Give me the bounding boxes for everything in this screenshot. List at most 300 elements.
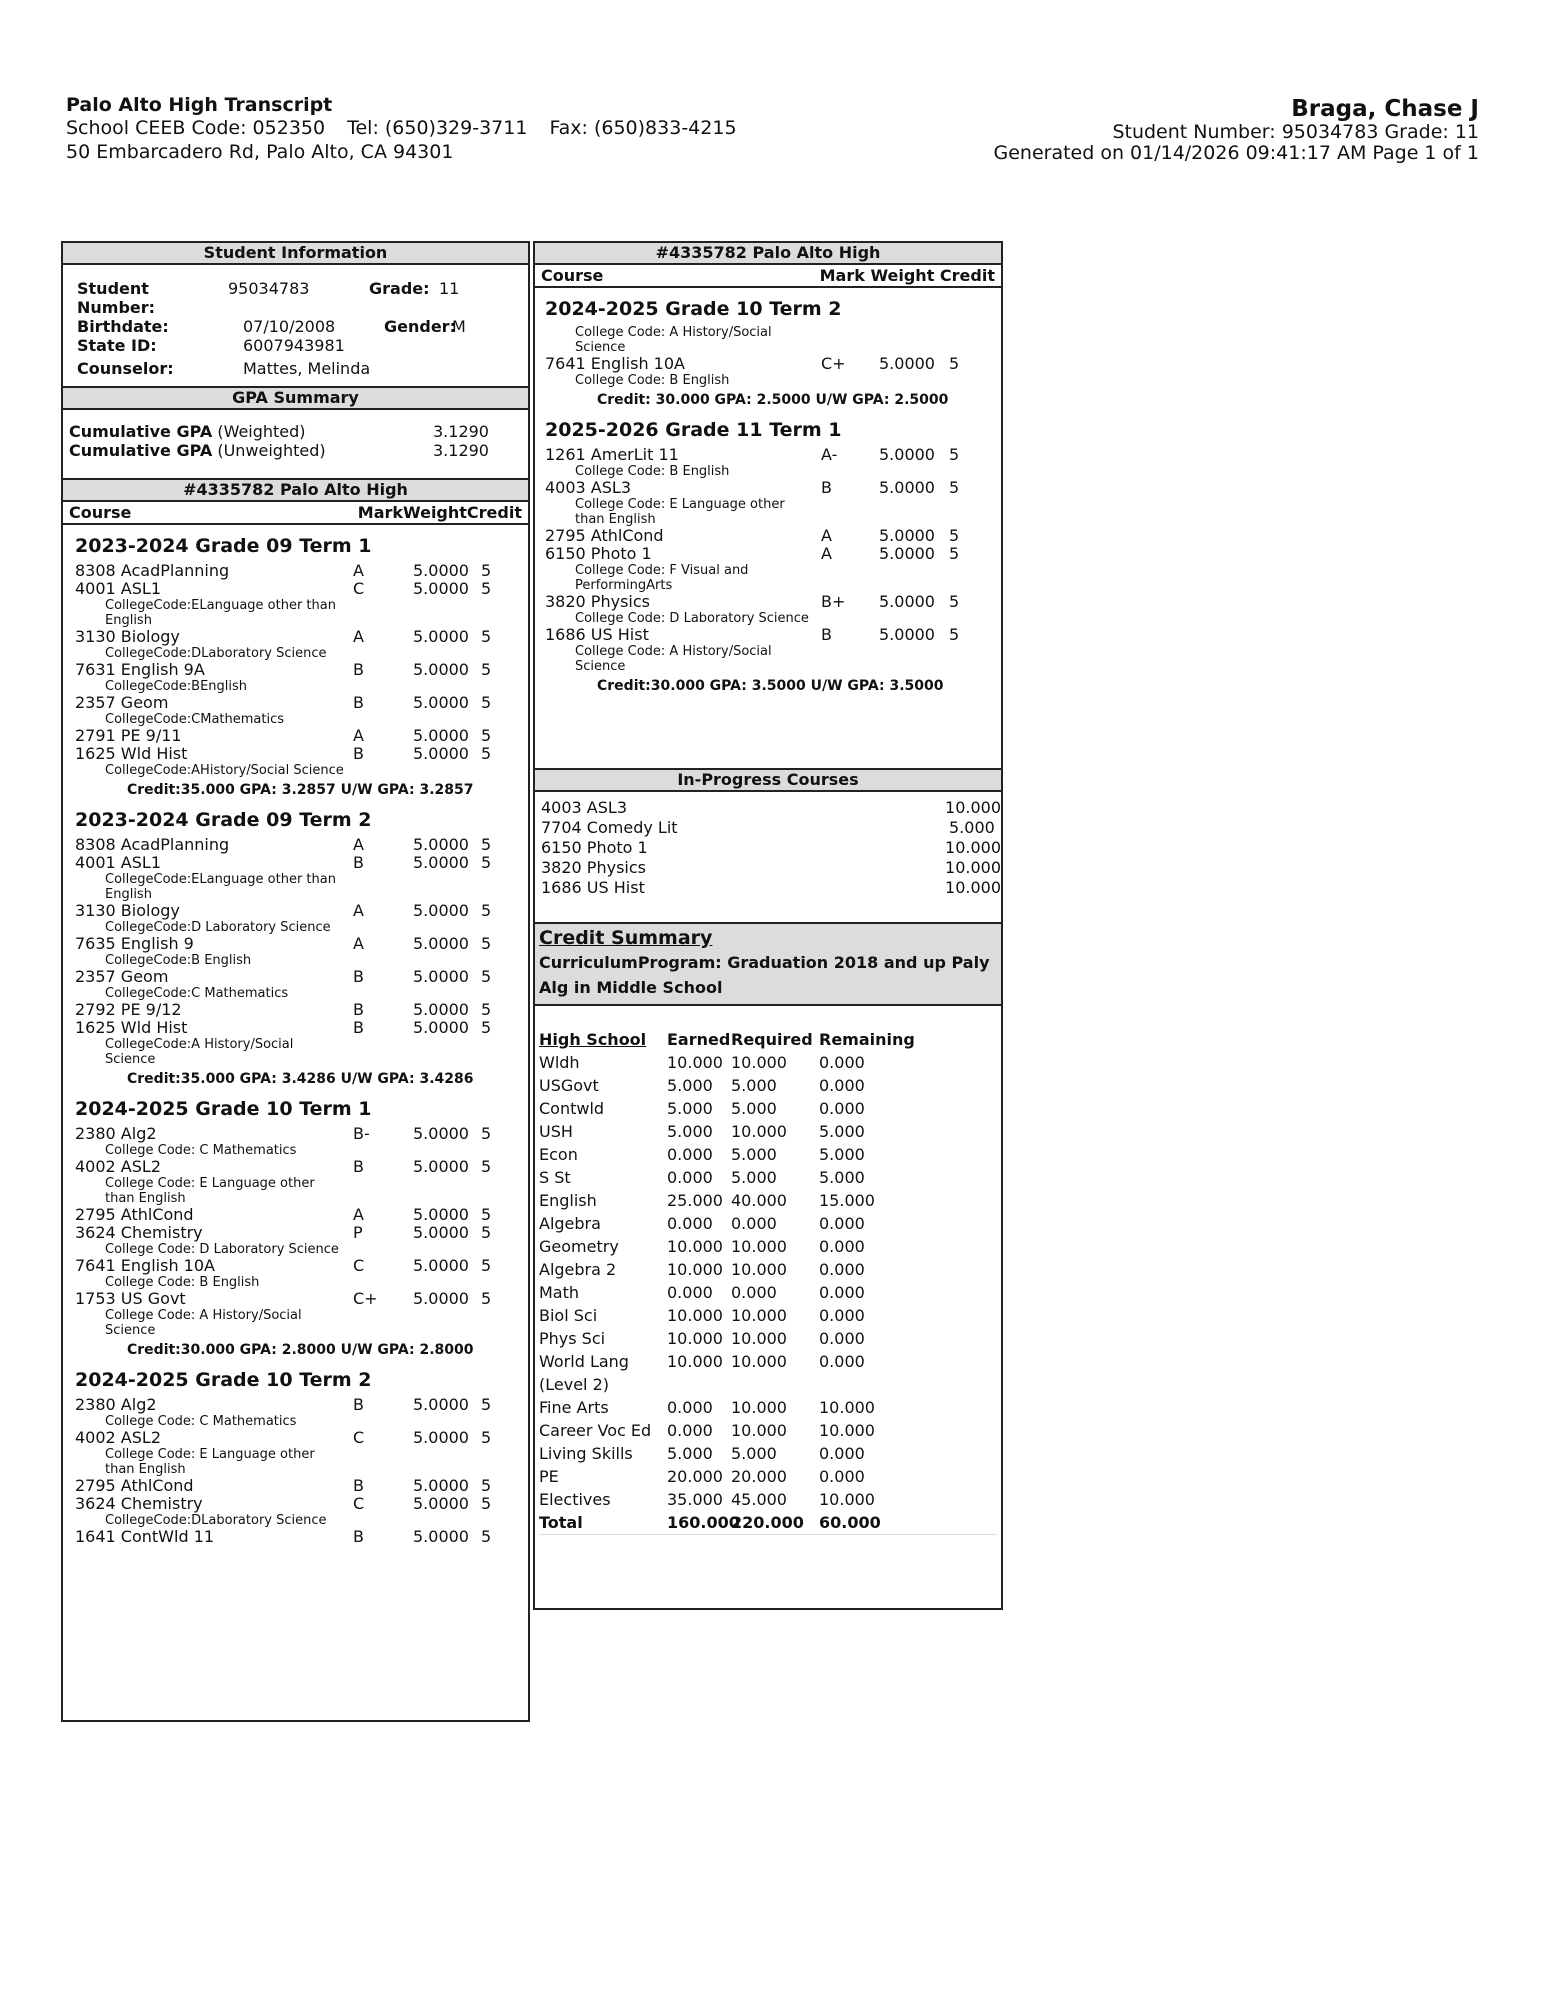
course-row <box>545 593 991 611</box>
credit-remaining: 15.000 <box>819 1191 875 1210</box>
college-code: CollegeCode:A History/Social Science <box>105 1037 294 1067</box>
course-mark: B <box>353 853 364 872</box>
course-weight: 5.0000 <box>413 967 469 986</box>
course-row <box>75 1001 516 1019</box>
course-weight: 5.0000 <box>413 934 469 953</box>
course-name: 1641 ContWld 11 <box>75 1527 215 1546</box>
course-mark: A <box>353 1205 364 1224</box>
course-row <box>75 580 516 598</box>
course-mark: C <box>353 579 365 598</box>
credit-area: Wldh <box>539 1053 580 1072</box>
course-credit: 5 <box>481 967 492 986</box>
course-credit: 5 <box>481 835 492 854</box>
in-progress-credit: 10.000 <box>945 878 1001 897</box>
course-name: 2357 Geom <box>75 967 169 986</box>
course-mark: B <box>353 1000 364 1019</box>
credit-required: 10.000 <box>731 1260 787 1279</box>
credit-earned: 0.000 <box>667 1168 713 1187</box>
credit-area: Geometry <box>539 1237 619 1256</box>
course-credit: 5 <box>481 693 492 712</box>
credit-summary-row <box>539 1304 997 1327</box>
course-weight: 5.0000 <box>413 726 469 745</box>
in-progress-row <box>541 838 1001 858</box>
credit-earned: 10.000 <box>667 1237 723 1256</box>
gpa-summary <box>63 410 528 478</box>
course-weight: 5.0000 <box>879 445 935 464</box>
course-mark: B <box>821 478 832 497</box>
col-mark: Mark <box>357 503 404 522</box>
credit-earned: 5.000 <box>667 1122 713 1141</box>
credit-area: Math <box>539 1283 580 1302</box>
course-row <box>75 1257 516 1275</box>
course-weight: 5.0000 <box>413 1124 469 1143</box>
credit-area: Total <box>539 1513 583 1532</box>
credit-area: English <box>539 1191 597 1210</box>
in-progress-row <box>541 878 1001 898</box>
in-progress-credit: 10.000 <box>945 838 1001 857</box>
student-info-title: Student Information <box>63 243 528 265</box>
credit-remaining: 5.000 <box>819 1168 865 1187</box>
credit-required: 5.000 <box>731 1099 777 1118</box>
gpa-summary-title: GPA Summary <box>63 386 528 410</box>
course-weight: 5.0000 <box>413 901 469 920</box>
credit-required: 5.000 <box>731 1444 777 1463</box>
course-weight: 5.0000 <box>879 478 935 497</box>
credit-remaining: 0.000 <box>819 1076 865 1095</box>
course-weight: 5.0000 <box>413 627 469 646</box>
course-credit: 5 <box>481 853 492 872</box>
course-weight: 5.0000 <box>413 744 469 763</box>
course-weight: 5.0000 <box>413 835 469 854</box>
credit-summary-col-header: High School <box>539 1030 647 1049</box>
credit-earned: 10.000 <box>667 1352 723 1371</box>
course-mark: A <box>353 627 364 646</box>
credit-earned: 0.000 <box>667 1398 713 1417</box>
credit-remaining: 0.000 <box>819 1283 865 1302</box>
course-weight: 5.0000 <box>879 544 935 563</box>
credit-area: Algebra 2 <box>539 1260 617 1279</box>
credit-area: Algebra <box>539 1214 601 1233</box>
course-row <box>75 902 516 920</box>
school-header <box>66 94 759 164</box>
credit-required: 10.000 <box>731 1352 787 1371</box>
term-title: 2024-2025 Grade 10 Term 2 <box>545 298 842 320</box>
birthdate-label: Birthdate: <box>77 317 169 336</box>
credit-required: 40.000 <box>731 1191 787 1210</box>
in-progress-list <box>535 792 1001 922</box>
credit-earned: 160.000 <box>667 1513 740 1532</box>
credit-earned: 10.000 <box>667 1306 723 1325</box>
course-credit: 5 <box>949 592 960 611</box>
credit-area: Contwld <box>539 1099 605 1118</box>
course-row <box>75 968 516 986</box>
course-credit: 5 <box>481 1494 492 1513</box>
term-title: 2025-2026 Grade 11 Term 1 <box>545 419 842 441</box>
course-name: 2380 Alg2 <box>75 1395 157 1414</box>
right-terms <box>535 298 1001 768</box>
course-weight: 5.0000 <box>413 579 469 598</box>
course-mark: C <box>353 1494 365 1513</box>
course-name: 6150 Photo 1 <box>545 544 652 563</box>
weighted-gpa-label: Cumulative GPA <box>69 422 213 441</box>
course-mark: B <box>353 693 364 712</box>
course-name: 2791 PE 9/11 <box>75 726 182 745</box>
credit-remaining: 0.000 <box>819 1444 865 1463</box>
course-name: 7641 English 10A <box>75 1256 215 1275</box>
left-column <box>61 241 530 1722</box>
course-row <box>75 1158 516 1176</box>
credit-remaining: 0.000 <box>819 1260 865 1279</box>
in-progress-row <box>541 798 1001 818</box>
credit-required: 0.000 <box>731 1214 777 1233</box>
course-mark: C+ <box>353 1289 378 1308</box>
in-progress-credit: 10.000 <box>945 858 1001 877</box>
term-title: 2024-2025 Grade 10 Term 2 <box>75 1369 372 1391</box>
course-weight: 5.0000 <box>413 1289 469 1308</box>
credit-summary-row <box>539 1051 997 1074</box>
counselor-label: Counselor: <box>77 359 174 378</box>
course-row <box>75 1495 516 1513</box>
course-credit: 5 <box>481 1527 492 1546</box>
course-row <box>545 545 991 563</box>
course-credit: 5 <box>481 1289 492 1308</box>
course-name: 2792 PE 9/12 <box>75 1000 182 1019</box>
course-weight: 5.0000 <box>413 853 469 872</box>
credit-summary-row <box>539 1074 997 1097</box>
counselor-value: Mattes, Melinda <box>243 359 371 378</box>
course-name: 3624 Chemistry <box>75 1223 203 1242</box>
right-school-title: #4335782 Palo Alto High <box>535 243 1001 265</box>
course-mark: B <box>821 625 832 644</box>
credit-area: USGovt <box>539 1076 599 1095</box>
credit-required: 45.000 <box>731 1490 787 1509</box>
course-name: 1686 US Hist <box>545 625 649 644</box>
credit-earned: 35.000 <box>667 1490 723 1509</box>
credit-summary-header-row <box>539 1028 997 1051</box>
credit-remaining: 0.000 <box>819 1099 865 1118</box>
course-mark: A <box>821 526 832 545</box>
course-credit: 5 <box>481 1428 492 1447</box>
college-code: CollegeCode:ELanguage other than English <box>105 598 336 628</box>
college-code: College Code: B English <box>575 464 730 479</box>
course-weight: 5.0000 <box>413 1428 469 1447</box>
course-credit: 5 <box>481 934 492 953</box>
college-code: CollegeCode:B English <box>105 953 252 968</box>
credit-remaining: 10.000 <box>819 1490 875 1509</box>
in-progress-row <box>541 858 1001 878</box>
credit-required: 10.000 <box>731 1306 787 1325</box>
in-progress-course: 6150 Photo 1 <box>541 838 648 857</box>
course-name: 3130 Biology <box>75 901 180 920</box>
credit-remaining: 10.000 <box>819 1421 875 1440</box>
course-mark: P <box>353 1223 363 1242</box>
course-name: 7631 English 9A <box>75 660 205 679</box>
left-school-title: #4335782 Palo Alto High <box>63 478 528 502</box>
course-weight: 5.0000 <box>413 1000 469 1019</box>
credit-summary-row <box>539 1442 997 1465</box>
credit-required: 5.000 <box>731 1168 777 1187</box>
course-credit: 5 <box>481 1476 492 1495</box>
course-mark: C <box>353 1428 365 1447</box>
credit-remaining: 0.000 <box>819 1467 865 1486</box>
right-column <box>533 241 1003 1610</box>
term-title: 2024-2025 Grade 10 Term 1 <box>75 1098 372 1120</box>
course-weight: 5.0000 <box>413 1018 469 1037</box>
course-weight: 5.0000 <box>413 1223 469 1242</box>
course-row <box>75 1019 516 1037</box>
term-title: 2023-2024 Grade 09 Term 1 <box>75 535 372 557</box>
course-name: 3130 Biology <box>75 627 180 646</box>
course-mark: C+ <box>821 354 846 373</box>
course-mark: A <box>353 835 364 854</box>
credit-area: Electives <box>539 1490 611 1509</box>
unweighted-gpa-suffix: (Unweighted) <box>212 441 326 460</box>
course-row <box>75 1224 516 1242</box>
credit-earned: 10.000 <box>667 1053 723 1072</box>
college-code: College Code: D Laboratory Science <box>105 1242 339 1257</box>
course-row <box>75 661 516 679</box>
course-mark: B <box>353 744 364 763</box>
college-code: College Code: A History/Social Science <box>575 644 772 674</box>
course-row <box>75 694 516 712</box>
course-row <box>545 479 991 497</box>
college-code: CollegeCode:BEnglish <box>105 679 248 694</box>
credit-required: 10.000 <box>731 1122 787 1141</box>
credit-remaining: 0.000 <box>819 1352 865 1371</box>
course-credit: 5 <box>481 561 492 580</box>
in-progress-title: In-Progress Courses <box>535 768 1001 792</box>
course-name: 1261 AmerLit 11 <box>545 445 679 464</box>
credit-area: Living Skills <box>539 1444 633 1463</box>
course-credit: 5 <box>481 1205 492 1224</box>
credit-required: 10.000 <box>731 1053 787 1072</box>
course-name: 4001 ASL1 <box>75 579 161 598</box>
course-row <box>75 1429 516 1447</box>
credit-remaining: 0.000 <box>819 1306 865 1325</box>
in-progress-course: 7704 Comedy Lit <box>541 818 678 837</box>
credit-summary-row <box>539 1281 997 1304</box>
course-row <box>75 727 516 745</box>
course-name: 1753 US Govt <box>75 1289 186 1308</box>
course-mark: A <box>821 544 832 563</box>
course-weight: 5.0000 <box>413 561 469 580</box>
school-address: 50 Embarcadero Rd, Palo Alto, CA 94301 <box>66 141 454 163</box>
course-row <box>75 1206 516 1224</box>
credit-remaining: 5.000 <box>819 1122 865 1141</box>
course-name: 1625 Wld Hist <box>75 1018 188 1037</box>
course-mark: A <box>353 901 364 920</box>
credit-summary-col-header: Remaining <box>819 1030 915 1049</box>
credit-required: 10.000 <box>731 1398 787 1417</box>
weighted-gpa-value: 3.1290 <box>433 422 489 441</box>
left-terms <box>63 535 528 1546</box>
college-code: College Code: A History/Social Science <box>575 325 772 355</box>
college-code: CollegeCode:C Mathematics <box>105 986 289 1001</box>
course-mark: B <box>353 967 364 986</box>
credit-summary-total-row <box>539 1511 997 1535</box>
college-code: College Code: E Language other than English <box>105 1176 315 1206</box>
course-name: 7641 English 10A <box>545 354 685 373</box>
credit-required: 220.000 <box>731 1513 804 1532</box>
college-code: CollegeCode:DLaboratory Science <box>105 646 327 661</box>
course-weight: 5.0000 <box>879 592 935 611</box>
student-number-line: Student Number: 95034783 Grade: 11 <box>1112 121 1479 143</box>
right-column-header <box>535 265 1001 288</box>
credit-summary-row <box>539 1097 997 1120</box>
credit-remaining: 0.000 <box>819 1237 865 1256</box>
course-row <box>75 562 516 580</box>
course-weight: 5.0000 <box>413 1395 469 1414</box>
course-row <box>545 355 991 373</box>
in-progress-course: 3820 Physics <box>541 858 646 877</box>
course-weight: 5.0000 <box>413 660 469 679</box>
course-credit: 5 <box>481 1157 492 1176</box>
gender-label: Gender: <box>384 317 456 336</box>
course-credit: 5 <box>949 625 960 644</box>
state-id-value: 6007943981 <box>243 336 345 355</box>
credit-required: 10.000 <box>731 1421 787 1440</box>
course-row <box>545 446 991 464</box>
course-weight: 5.0000 <box>879 526 935 545</box>
credit-summary-row <box>539 1488 997 1511</box>
credit-remaining: 0.000 <box>819 1329 865 1348</box>
col-credit: Credit <box>466 503 522 522</box>
credit-summary-row <box>539 1465 997 1488</box>
birthdate-value: 07/10/2008 <box>243 317 336 336</box>
credit-summary-header <box>535 922 1001 1006</box>
credit-earned: 0.000 <box>667 1214 713 1233</box>
credit-summary-row <box>539 1350 997 1396</box>
course-name: 4003 ASL3 <box>545 478 631 497</box>
course-row <box>75 1477 516 1495</box>
course-credit: 5 <box>481 1124 492 1143</box>
term-total: Credit: 30.000 GPA: 2.5000 U/W GPA: 2.5000 <box>597 392 949 408</box>
credit-earned: 0.000 <box>667 1283 713 1302</box>
course-mark: A- <box>821 445 838 464</box>
course-credit: 5 <box>481 1223 492 1242</box>
credit-summary-col-header: Earned <box>667 1030 731 1049</box>
credit-required: 5.000 <box>731 1076 777 1095</box>
credit-earned: 5.000 <box>667 1444 713 1463</box>
course-mark: B <box>353 1527 364 1546</box>
credit-summary-row <box>539 1396 997 1419</box>
course-weight: 5.0000 <box>879 354 935 373</box>
course-credit: 5 <box>481 1018 492 1037</box>
course-row <box>75 1125 516 1143</box>
term-total: Credit:30.000 GPA: 3.5000 U/W GPA: 3.5000 <box>597 678 944 694</box>
col-course: Course <box>69 503 132 522</box>
col-weight: Weight <box>870 266 935 285</box>
credit-summary-row <box>539 1143 997 1166</box>
course-weight: 5.0000 <box>413 1157 469 1176</box>
student-header <box>993 96 1479 164</box>
col-credit: Credit <box>939 266 995 285</box>
weighted-gpa-suffix: (Weighted) <box>212 422 306 441</box>
in-progress-credit: 5.000 <box>949 818 995 837</box>
credit-remaining: 0.000 <box>819 1053 865 1072</box>
student-number-value: 95034783 <box>228 279 310 298</box>
credit-area: S St <box>539 1168 571 1187</box>
course-name: 3624 Chemistry <box>75 1494 203 1513</box>
school-fax: Fax: (650)833-4215 <box>549 117 737 139</box>
course-credit: 5 <box>481 1395 492 1414</box>
credit-area: World Lang (Level 2) <box>539 1352 629 1394</box>
credit-remaining: 10.000 <box>819 1398 875 1417</box>
credit-earned: 0.000 <box>667 1421 713 1440</box>
gender-value: M <box>452 317 466 336</box>
student-info <box>63 265 528 386</box>
credit-earned: 5.000 <box>667 1076 713 1095</box>
curriculum-program: CurriculumProgram: Graduation 2018 and up Paly Alg in Middle School <box>539 953 990 997</box>
credit-required: 10.000 <box>731 1237 787 1256</box>
col-mark: Mark <box>819 266 865 285</box>
in-progress-row <box>541 818 1001 838</box>
credit-area: Career Voc Ed <box>539 1421 652 1440</box>
course-mark: B <box>353 660 364 679</box>
credit-area: PE <box>539 1467 559 1486</box>
course-name: 2380 Alg2 <box>75 1124 157 1143</box>
course-mark: B- <box>353 1124 370 1143</box>
course-mark: B <box>353 1476 364 1495</box>
course-weight: 5.0000 <box>413 1494 469 1513</box>
credit-required: 10.000 <box>731 1329 787 1348</box>
course-name: 8308 AcadPlanning <box>75 835 230 854</box>
course-weight: 5.0000 <box>413 693 469 712</box>
course-weight: 5.0000 <box>413 1527 469 1546</box>
school-name: Palo Alto High Transcript <box>66 94 333 116</box>
course-weight: 5.0000 <box>413 1476 469 1495</box>
credit-required: 5.000 <box>731 1145 777 1164</box>
course-row <box>545 527 991 545</box>
course-weight: 5.0000 <box>879 625 935 644</box>
course-name: 4002 ASL2 <box>75 1428 161 1447</box>
col-course: Course <box>541 266 604 285</box>
college-code: College Code: A History/Social Science <box>105 1308 302 1338</box>
course-name: 7635 English 9 <box>75 934 194 953</box>
college-code: CollegeCode:DLaboratory Science <box>105 1513 327 1528</box>
course-mark: B <box>353 1018 364 1037</box>
credit-earned: 10.000 <box>667 1329 723 1348</box>
course-credit: 5 <box>481 726 492 745</box>
college-code: College Code: F Visual and PerformingArts <box>575 563 749 593</box>
in-progress-course: 4003 ASL3 <box>541 798 627 817</box>
credit-remaining: 5.000 <box>819 1145 865 1164</box>
credit-summary-row <box>539 1212 997 1235</box>
course-mark: A <box>353 726 364 745</box>
course-mark: A <box>353 561 364 580</box>
course-credit: 5 <box>481 1256 492 1275</box>
course-row <box>75 1290 516 1308</box>
course-row <box>75 1396 516 1414</box>
credit-summary-row <box>539 1258 997 1281</box>
term-title: 2023-2024 Grade 09 Term 2 <box>75 809 372 831</box>
college-code: College Code: C Mathematics <box>105 1414 297 1429</box>
school-contact <box>66 116 759 140</box>
college-code: CollegeCode:D Laboratory Science <box>105 920 331 935</box>
left-column-header <box>63 502 528 525</box>
course-name: 8308 AcadPlanning <box>75 561 230 580</box>
credit-area: Biol Sci <box>539 1306 598 1325</box>
credit-earned: 0.000 <box>667 1145 713 1164</box>
course-row <box>75 854 516 872</box>
college-code: CollegeCode:AHistory/Social Science <box>105 763 344 778</box>
course-credit: 5 <box>481 660 492 679</box>
course-credit: 5 <box>949 544 960 563</box>
generated-line: Generated on 01/14/2026 09:41:17 AM Page 1 of 1 <box>993 142 1479 164</box>
course-row <box>75 836 516 854</box>
credit-summary-row <box>539 1327 997 1350</box>
college-code: College Code: E Language other than English <box>575 497 785 527</box>
